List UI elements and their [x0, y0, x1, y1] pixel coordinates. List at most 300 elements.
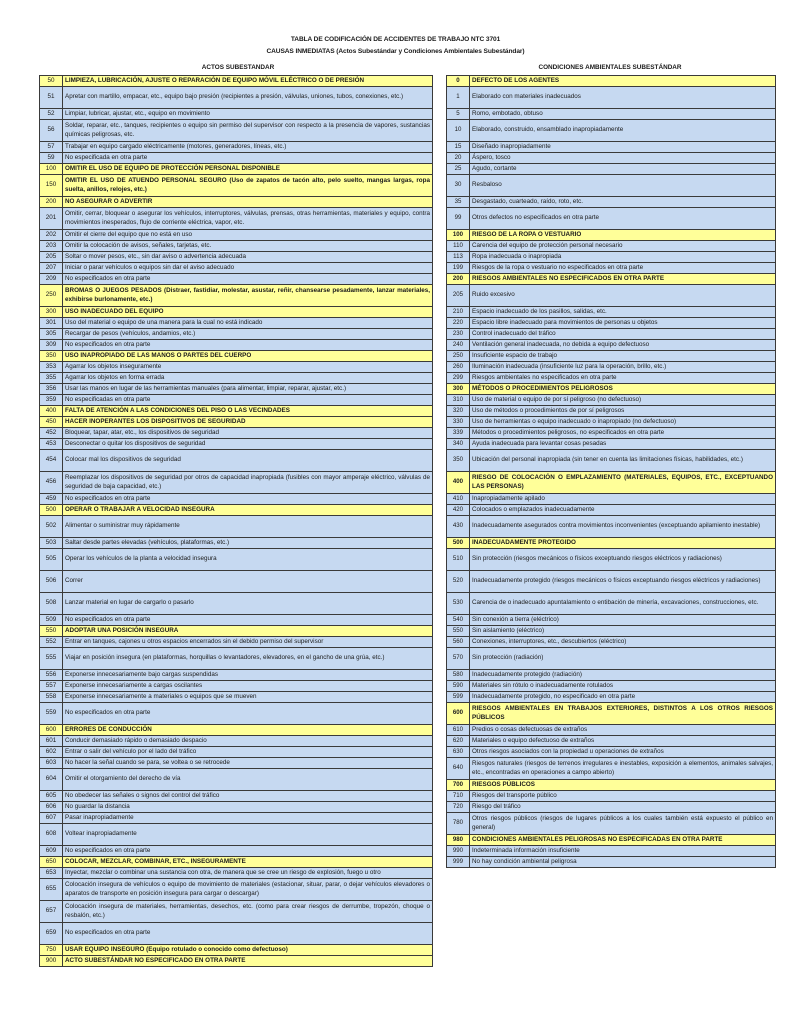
row-code: 0	[447, 76, 470, 87]
row-code: 205	[40, 252, 63, 263]
table-row	[40, 879, 433, 901]
category-row	[40, 505, 433, 516]
table-row	[40, 252, 433, 263]
row-description: Riesgo del tráfico	[470, 802, 776, 813]
row-code: 209	[40, 274, 63, 285]
category-row	[447, 472, 776, 494]
row-description: Operar los vehículos de la planta a velocidad insegura	[63, 549, 433, 571]
row-description: Métodos o procedimientos peligrosos, no especificados en otra parte	[470, 428, 776, 439]
row-code: 50	[40, 76, 63, 87]
row-code: 25	[447, 164, 470, 175]
row-code: 650	[40, 857, 63, 868]
table-row	[447, 428, 776, 439]
row-description: ERRORES DE CONDUCCIÓN	[63, 725, 433, 736]
row-description: NO ASEGURAR O ADVERTIR	[63, 197, 433, 208]
row-code: 35	[447, 197, 470, 208]
table-row	[447, 153, 776, 164]
row-code: 508	[40, 593, 63, 615]
row-description: No especificados en otra parte	[63, 274, 433, 285]
row-code: 350	[40, 351, 63, 362]
row-description: Uso de herramientas o equipo inadecuado o inapropiado (no defectuoso)	[470, 417, 776, 428]
row-description: No especificados en otra parte	[63, 846, 433, 857]
row-code: 359	[40, 395, 63, 406]
table-row	[447, 857, 776, 868]
row-code: 300	[40, 307, 63, 318]
row-description: Áspero, tosco	[470, 153, 776, 164]
row-description: Predios o cosas defectuosas de extraños	[470, 725, 776, 736]
category-row	[40, 307, 433, 318]
table-row	[40, 494, 433, 505]
row-code: 250	[447, 351, 470, 362]
table-row	[447, 439, 776, 450]
row-description: Inadecuadamente protegido (riesgos mecánicos o físicos exceptuando riesgos eléctricos y radiaciones)	[470, 571, 776, 593]
row-description: Insuficiente espacio de trabajo	[470, 351, 776, 362]
row-code: 230	[447, 329, 470, 340]
row-code: 710	[447, 791, 470, 802]
row-code: 603	[40, 758, 63, 769]
row-code: 400	[447, 472, 470, 494]
row-description: Usar las manos en lugar de las herramientas manuales (para alimentar, limpiar, reparar, ajustar, etc.)	[63, 384, 433, 395]
table-row	[447, 681, 776, 692]
row-code: 320	[447, 406, 470, 417]
row-description: Ubicación del personal inapropiada (sin tener en cuenta las limitaciones físicas, habilidades, etc.)	[470, 450, 776, 472]
row-description: Colocados o emplazados inadecuadamente	[470, 505, 776, 516]
row-code: 200	[40, 197, 63, 208]
row-description: No especificados en otra parte	[63, 923, 433, 945]
row-description: Entrar en tanques, cajones u otros espacios encerrados sin el debido permiso del supervisor	[63, 637, 433, 648]
row-code: 99	[447, 208, 470, 230]
table-row	[447, 241, 776, 252]
row-description: BROMAS O JUEGOS PESADOS (Distraer, fastidiar, molestar, asustar, reñir, chansearse pesadamente, lanzar materiales, exhibirse burlonamente, etc.)	[63, 285, 433, 307]
row-code: 330	[447, 417, 470, 428]
category-row	[40, 197, 433, 208]
category-row	[447, 384, 776, 395]
table-row	[40, 241, 433, 252]
row-code: 452	[40, 428, 63, 439]
row-description: Colocación insegura de materiales, herramientas, desechos, etc. (como para crear riesgos de derrumbe, tropezón, choque o resbalón, etc.)	[63, 901, 433, 923]
table-row	[447, 736, 776, 747]
row-code: 555	[40, 648, 63, 670]
row-description: No hay condición ambiental peligrosa	[470, 857, 776, 868]
left-table-title: ACTOS SUBESTANDAR	[201, 64, 275, 71]
row-description: ADOPTAR UNA POSICIÓN INSEGURA	[63, 626, 433, 637]
row-description: HACER INOPERANTES LOS DISPOSITIVOS DE SEGURIDAD	[63, 417, 433, 428]
row-description: Elaborado, construido, ensamblado inapropiadamente	[470, 120, 776, 142]
table-row	[40, 395, 433, 406]
row-code: 506	[40, 571, 63, 593]
row-code: 355	[40, 373, 63, 384]
row-description: Sin conexión a tierra (eléctrico)	[470, 615, 776, 626]
row-code: 350	[447, 450, 470, 472]
row-code: 570	[447, 648, 470, 670]
row-description: Inadecuadamente asegurados contra movimientos inconvenientes (exceptuando apilamiento inestable)	[470, 516, 776, 538]
row-code: 607	[40, 813, 63, 824]
table-row	[40, 802, 433, 813]
table-row	[447, 340, 776, 351]
row-description: Carencia del equipo de protección personal necesario	[470, 241, 776, 252]
table-row	[40, 813, 433, 824]
category-row	[40, 406, 433, 417]
row-description: Agarrar los objetos en forma errada	[63, 373, 433, 384]
table-row	[40, 318, 433, 329]
table-row	[447, 802, 776, 813]
row-description: MÉTODOS O PROCEDIMIENTOS PELIGROSOS	[470, 384, 776, 395]
row-code: 340	[447, 439, 470, 450]
table-row	[447, 516, 776, 538]
row-description: Otros defectos no especificados en otra parte	[470, 208, 776, 230]
table-row	[40, 274, 433, 285]
row-description: Agudo, cortante	[470, 164, 776, 175]
table-row	[447, 494, 776, 505]
table-row	[40, 109, 433, 120]
table-row	[40, 538, 433, 549]
row-description: RIESGOS AMBIENTALES EN TRABAJOS EXTERIORES, DISTINTOS A LOS OTROS RIESGOS PÚBLICOS	[470, 703, 776, 725]
row-code: 980	[447, 835, 470, 846]
table-row	[40, 384, 433, 395]
row-code: 502	[40, 516, 63, 538]
row-code: 210	[447, 307, 470, 318]
row-code: 560	[447, 637, 470, 648]
row-description: Omitir el cierre del equipo que no está en uso	[63, 230, 433, 241]
row-description: OMITIR EL USO DE EQUIPO DE PROTECCIÓN PERSONAL DISPONIBLE	[63, 164, 433, 175]
row-code: 505	[40, 549, 63, 571]
category-row	[40, 857, 433, 868]
row-description: Lanzar material en lugar de cargarlo o pasarlo	[63, 593, 433, 615]
row-code: 51	[40, 87, 63, 109]
row-code: 605	[40, 791, 63, 802]
row-description: Carencia de o inadecuado apuntalamiento o entibación de minería, excavaciones, construcciones, etc.	[470, 593, 776, 615]
row-description: Conexiones, interruptores, etc., descubiertos (eléctrico)	[470, 637, 776, 648]
category-row	[447, 780, 776, 791]
category-row	[447, 538, 776, 549]
row-code: 56	[40, 120, 63, 142]
row-code: 200	[447, 274, 470, 285]
table-row	[447, 450, 776, 472]
row-description: Bloquear, tapar, atar, etc., los dispositivos de seguridad	[63, 428, 433, 439]
category-row	[40, 956, 433, 967]
row-code: 299	[447, 373, 470, 384]
row-description: Colocar mal los dispositivos de seguridad	[63, 450, 433, 472]
row-description: Otros riesgos asociados con la propiedad u operaciones de extraños	[470, 747, 776, 758]
table-row	[40, 208, 433, 230]
row-description: Omitir el otorgamiento del derecho de vía	[63, 769, 433, 791]
table-row	[447, 615, 776, 626]
row-description: Apretar con martillo, empacar, etc., equipo bajo presión (recipientes a presión, válvulas, uniones, tubos, conexiones, etc.)	[63, 87, 433, 109]
row-code: 203	[40, 241, 63, 252]
row-description: Riesgos naturales (riesgos de terrenos irregulares e inestables, exposición a elementos, animales salvajes, etc., encontradas en operaciones a campo abierto)	[470, 758, 776, 780]
row-code: 260	[447, 362, 470, 373]
row-code: 540	[447, 615, 470, 626]
row-code: 100	[40, 164, 63, 175]
table-row	[40, 87, 433, 109]
row-description: OMITIR EL USO DE ATUENDO PERSONAL SEGURO (Uso de zapatos de tacón alto, pelo suelto, mangas largas, ropa suelta, anillos, relojes, etc.)	[63, 175, 433, 197]
row-description: Resbaloso	[470, 175, 776, 197]
table-row	[447, 263, 776, 274]
row-description: Diseñado inapropiadamente	[470, 142, 776, 153]
category-row	[40, 417, 433, 428]
row-description: Soltar o mover pesos, etc., sin dar aviso o advertencia adecuada	[63, 252, 433, 263]
row-description: Viajar en posición insegura (en plataformas, horquillas o levantadores, elevadores, en el gancho de una grúa, etc.)	[63, 648, 433, 670]
row-description: No especificados en otra parte	[63, 340, 433, 351]
table-row	[40, 516, 433, 538]
table-row	[447, 318, 776, 329]
table-row	[40, 769, 433, 791]
row-code: 110	[447, 241, 470, 252]
row-description: Materiales sin rótulo o inadecuadamente rotulados	[470, 681, 776, 692]
row-description: Correr	[63, 571, 433, 593]
row-code: 530	[447, 593, 470, 615]
category-row	[40, 164, 433, 175]
row-code: 301	[40, 318, 63, 329]
row-description: Espacio libre inadecuado para movimientos de personas u objetos	[470, 318, 776, 329]
category-row	[447, 76, 776, 87]
row-description: Uso de material o equipo de por sí peligroso (no defectuoso)	[470, 395, 776, 406]
row-code: 356	[40, 384, 63, 395]
row-code: 520	[447, 571, 470, 593]
row-code: 100	[447, 230, 470, 241]
table-row	[447, 846, 776, 857]
row-description: Voltear inapropiadamente	[63, 824, 433, 846]
table-row	[40, 340, 433, 351]
actos-subestandar-table	[39, 75, 433, 967]
row-code: 400	[40, 406, 63, 417]
row-code: 353	[40, 362, 63, 373]
row-description: Materiales o equipo defectuoso de extraños	[470, 736, 776, 747]
row-code: 305	[40, 329, 63, 340]
row-description: Riesgos del transporte público	[470, 791, 776, 802]
table-row	[447, 593, 776, 615]
table-row	[447, 626, 776, 637]
table-row	[447, 505, 776, 516]
row-description: Recargar de pesos (vehículos, andamios, etc.)	[63, 329, 433, 340]
row-code: 5	[447, 109, 470, 120]
table-row	[447, 164, 776, 175]
table-row	[40, 758, 433, 769]
table-row	[40, 450, 433, 472]
row-code: 503	[40, 538, 63, 549]
category-row	[40, 175, 433, 197]
table-row	[40, 593, 433, 615]
table-row	[40, 120, 433, 142]
row-description: ACTO SUBESTÁNDAR NO ESPECIFICADO EN OTRA PARTE	[63, 956, 433, 967]
row-description: No especificados en otra parte	[63, 494, 433, 505]
row-code: 600	[40, 725, 63, 736]
right-table-body	[447, 76, 776, 868]
row-code: 557	[40, 681, 63, 692]
row-description: Riesgos de la ropa o vestuario no especificados en otra parte	[470, 263, 776, 274]
row-description: Ropa inadecuada o inapropiada	[470, 252, 776, 263]
row-code: 657	[40, 901, 63, 923]
table-row	[447, 395, 776, 406]
row-description: No obedecer las señales o signos del control del tráfico	[63, 791, 433, 802]
table-row	[40, 615, 433, 626]
row-description: Saltar desde partes elevadas (vehículos, plataformas, etc.)	[63, 538, 433, 549]
row-description: RIESGO DE LA ROPA O VESTUARIO	[470, 230, 776, 241]
row-description: No especificadas en otra parte	[63, 395, 433, 406]
row-code: 500	[447, 538, 470, 549]
row-description: USO INAPROPIADO DE LAS MANOS O PARTES DEL CUERPO	[63, 351, 433, 362]
row-description: Iluminación inadecuada (insuficiente luz para la operación, brillo, etc.)	[470, 362, 776, 373]
table-row	[40, 692, 433, 703]
table-row	[40, 901, 433, 923]
row-code: 430	[447, 516, 470, 538]
row-description: Uso del material o equipo de una manera para la cual no está indicado	[63, 318, 433, 329]
row-code: 199	[447, 263, 470, 274]
row-description: Uso de métodos o procedimientos de por sí peligrosos	[470, 406, 776, 417]
table-row	[447, 373, 776, 384]
row-code: 57	[40, 142, 63, 153]
table-row	[447, 758, 776, 780]
row-code: 459	[40, 494, 63, 505]
row-code: 510	[447, 549, 470, 571]
table-row	[447, 208, 776, 230]
row-code: 653	[40, 868, 63, 879]
row-code: 150	[40, 175, 63, 197]
table-row	[40, 648, 433, 670]
row-code: 59	[40, 153, 63, 164]
condiciones-subestandar-table	[446, 75, 776, 868]
row-description: Desconectar o quitar los dispositivos de seguridad	[63, 439, 433, 450]
row-description: Alimentar o suministrar muy rápidamente	[63, 516, 433, 538]
document-subtitle: CAUSAS INMEDIATAS (Actos Subestándar y Condiciones Ambientales Subestándar)	[266, 48, 525, 55]
category-row	[40, 626, 433, 637]
row-code: 300	[447, 384, 470, 395]
row-code: 602	[40, 747, 63, 758]
row-code: 640	[447, 758, 470, 780]
row-description: Exponerse innecesariamente a cargas oscilantes	[63, 681, 433, 692]
table-row	[40, 736, 433, 747]
table-row	[447, 175, 776, 197]
row-description: Trabajar en equipo cargado eléctricamente (motores, generadores, líneas, etc.)	[63, 142, 433, 153]
table-row	[447, 747, 776, 758]
row-description: Desgastado, cuarteado, raído, roto, etc.	[470, 197, 776, 208]
category-row	[40, 725, 433, 736]
table-row	[40, 923, 433, 945]
row-description: Colocación insegura de vehículos o equipo de movimiento de materiales (estacionar, situar, parar, o dejar vehículos elevadores o aparatos de transporte en posición insegura para cargar o descargar)	[63, 879, 433, 901]
row-description: Espacio inadecuado de los pasillos, salidas, etc.	[470, 307, 776, 318]
row-code: 610	[447, 725, 470, 736]
category-row	[447, 703, 776, 725]
table-row	[447, 571, 776, 593]
table-row	[40, 571, 433, 593]
row-description: Control inadecuado del tráfico	[470, 329, 776, 340]
row-description: Indeterminada información insuficiente	[470, 846, 776, 857]
table-row	[447, 87, 776, 109]
row-code: 205	[447, 285, 470, 307]
row-description: INADECUADAMENTE PROTEGIDO	[470, 538, 776, 549]
category-row	[40, 351, 433, 362]
table-row	[447, 197, 776, 208]
table-row	[447, 813, 776, 835]
table-row	[40, 472, 433, 494]
row-code: 609	[40, 846, 63, 857]
row-description: Soldar, reparar, etc., tanques, recipientes o equipo sin permiso del supervisor con respecto a la presencia de vapores, sustancias químicas peligrosas, etc.	[63, 120, 433, 142]
row-description: USO INADECUADO DEL EQUIPO	[63, 307, 433, 318]
row-description: Conducir demasiado rápido o demasiado despacio	[63, 736, 433, 747]
row-code: 600	[447, 703, 470, 725]
row-description: Inapropiadamente apilado	[470, 494, 776, 505]
table-row	[447, 417, 776, 428]
row-description: FALTA DE ATENCIÓN A LAS CONDICIONES DEL PISO O LAS VECINDADES	[63, 406, 433, 417]
row-code: 113	[447, 252, 470, 263]
row-description: Sin protección (radiación)	[470, 648, 776, 670]
table-row	[447, 648, 776, 670]
row-code: 990	[447, 846, 470, 857]
row-code: 220	[447, 318, 470, 329]
row-description: Romo, embotado, obtuso	[470, 109, 776, 120]
row-code: 558	[40, 692, 63, 703]
row-description: Limpiar, lubricar, ajustar, etc., equipo en movimiento	[63, 109, 433, 120]
row-description: Exponerse innecesariamente bajo cargas suspendidas	[63, 670, 433, 681]
row-description: Entrar o salir del vehículo por el lado del tráfico	[63, 747, 433, 758]
table-row	[447, 637, 776, 648]
table-row	[40, 329, 433, 340]
table-row	[447, 285, 776, 307]
row-code: 559	[40, 703, 63, 725]
row-code: 509	[40, 615, 63, 626]
row-code: 1	[447, 87, 470, 109]
row-code: 30	[447, 175, 470, 197]
row-description: OPERAR O TRABAJAR A VELOCIDAD INSEGURA	[63, 505, 433, 516]
table-row	[40, 263, 433, 274]
row-description: LIMPIEZA, LUBRICACIÓN, AJUSTE O REPARACIÓN DE EQUIPO MÓVIL ELÉCTRICO O DE PRESIÓN	[63, 76, 433, 87]
table-row	[40, 791, 433, 802]
row-code: 606	[40, 802, 63, 813]
row-code: 310	[447, 395, 470, 406]
row-description: Riesgos ambientales no especificados en otra parte	[470, 373, 776, 384]
row-code: 550	[40, 626, 63, 637]
row-description: No especificados en otra parte	[63, 615, 433, 626]
row-code: 556	[40, 670, 63, 681]
table-row	[447, 307, 776, 318]
table-row	[40, 868, 433, 879]
row-code: 601	[40, 736, 63, 747]
table-row	[447, 549, 776, 571]
row-code: 20	[447, 153, 470, 164]
row-code: 410	[447, 494, 470, 505]
row-code: 659	[40, 923, 63, 945]
row-code: 453	[40, 439, 63, 450]
table-row	[40, 846, 433, 857]
row-code: 456	[40, 472, 63, 494]
row-description: Ventilación general inadecuada, no debida a equipo defectuoso	[470, 340, 776, 351]
table-row	[447, 142, 776, 153]
row-code: 201	[40, 208, 63, 230]
row-description: Ayuda inadecuada para levantar cosas pesadas	[470, 439, 776, 450]
row-code: 202	[40, 230, 63, 241]
row-description: Pasar inapropiadamente	[63, 813, 433, 824]
table-row	[447, 670, 776, 681]
table-row	[40, 670, 433, 681]
row-description: Elaborado con materiales inadecuados	[470, 87, 776, 109]
left-table-body	[40, 76, 433, 967]
row-code: 700	[447, 780, 470, 791]
row-description: Reemplazar los dispositivos de seguridad por otros de capacidad inapropiada (fusibles con mayor amperaje eléctrico, válvulas de seguridad de baja capacidad, etc.)	[63, 472, 433, 494]
right-table-title: CONDICIONES AMBIENTALES SUBESTÁNDAR	[538, 64, 682, 71]
row-description: RIESGO DE COLOCACIÓN O EMPLAZAMIENTO (MATERIALES, EQUIPOS, ETC., EXCEPTUANDO LAS PERSONAS)	[470, 472, 776, 494]
row-description: Iniciar o parar vehículos o equipos sin dar el aviso adecuado	[63, 263, 433, 274]
row-description: No especificados en otra parte	[63, 703, 433, 725]
table-row	[447, 120, 776, 142]
row-code: 309	[40, 340, 63, 351]
row-code: 10	[447, 120, 470, 142]
table-row	[40, 373, 433, 384]
row-description: USAR EQUIPO INSEGURO (Equipo rotulado o conocido como defectuoso)	[63, 945, 433, 956]
row-description: Exponerse innecesariamente a materiales o equipos que se mueven	[63, 692, 433, 703]
row-code: 750	[40, 945, 63, 956]
category-row	[40, 76, 433, 87]
row-code: 900	[40, 956, 63, 967]
